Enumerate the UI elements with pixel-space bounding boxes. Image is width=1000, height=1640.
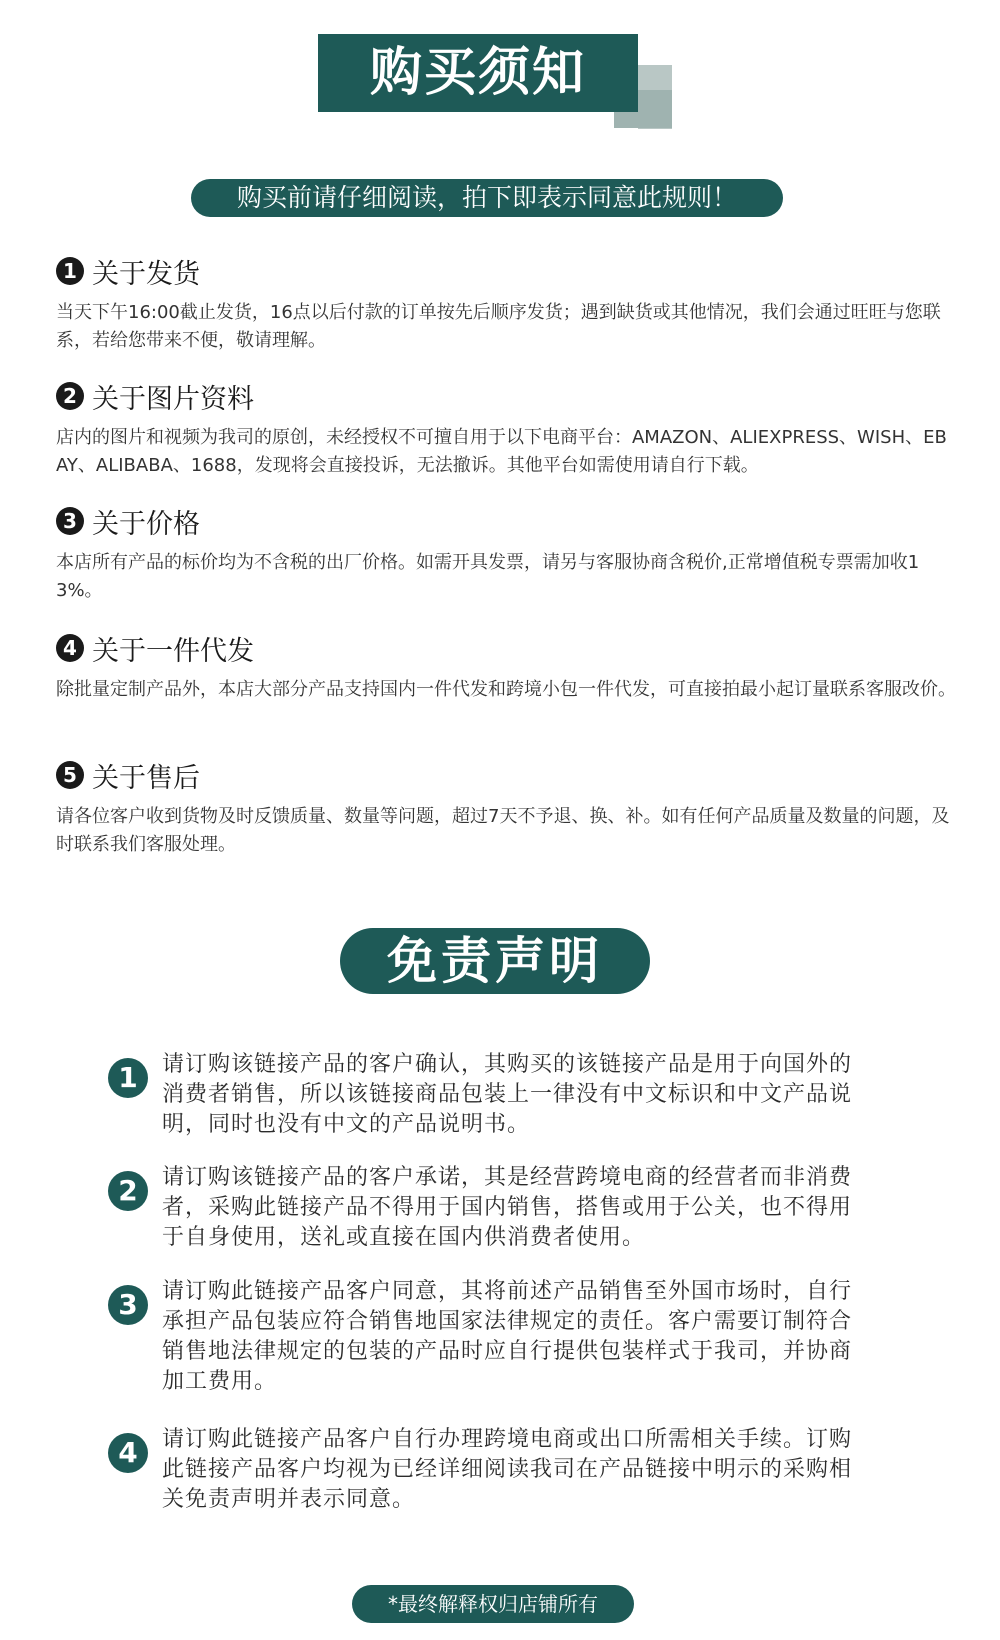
section-title: 关于售后 <box>92 762 200 794</box>
section-shipping <box>56 253 956 355</box>
section-number-badge: 2 <box>56 382 84 410</box>
section-body: 当天下午16:00截止发货，16点以后付款的订单按先后顺序发货；遇到缺货或其他情况，我们会通过旺旺与您联系，若给您带来不便，敬请理解。 <box>56 302 941 351</box>
disclaimer-number-badge: 2 <box>108 1171 148 1211</box>
section-title: 关于图片资料 <box>92 383 254 415</box>
disclaimer-number-badge: 4 <box>108 1433 148 1473</box>
section-after-sales <box>56 757 956 859</box>
section-price <box>56 503 956 605</box>
disclaimer-number-badge: 1 <box>108 1058 148 1098</box>
section-body: 除批量定制产品外，本店大部分产品支持国内一件代发和跨境小包一件代发，可直接拍最小起订量联系客服改价。 <box>56 679 956 700</box>
section-body: 本店所有产品的标价均为不含税的出厂价格。如需开具发票，请另与客服协商含税价,正常增值税专票需加收13%。 <box>56 552 920 601</box>
section-title: 关于发货 <box>92 258 200 290</box>
disclaimer-number-badge: 3 <box>108 1285 148 1325</box>
section-dropship <box>56 630 956 704</box>
disclaimer-text: 请订购该链接产品的客户承诺，其是经营跨境电商的经营者而非消费者，采购此链接产品不得用于国内销售，搭售或用于公关，也不得用于自身使用，送礼或直接在国内供消费者使用。 <box>162 1165 853 1250</box>
disclaimer-text: 请订购此链接产品客户同意，其将前述产品销售至外国市场时，自行承担产品包装应符合销售地国家法律规定的责任。客户需要订制符合销售地法律规定的包装的产品时应自行提供包装样式于我司，并协商加工费用。 <box>162 1279 853 1394</box>
disclaimer-item <box>108 1277 888 1397</box>
disclaimer-item <box>108 1050 888 1140</box>
disclaimer-title: 免责声明 <box>340 928 650 994</box>
section-number-badge: 1 <box>56 257 84 285</box>
section-body: 请各位客户收到货物及时反馈质量、数量等问题，超过7天不予退、换、补。如有任何产品质量及数量的问题，及时联系我们客服处理。 <box>56 806 950 855</box>
disclaimer-item <box>108 1425 888 1515</box>
section-title: 关于一件代发 <box>92 635 254 667</box>
section-title: 关于价格 <box>92 508 200 540</box>
section-body: 店内的图片和视频为我司的原创，未经授权不可擅自用于以下电商平台：AMAZON、ALIEXPRESS、WISH、EBAY、ALIBABA、1688，发现将会直接投诉，无法撤诉。其他平台如需使用请自行下载。 <box>56 427 947 476</box>
page-title: 购买须知 <box>318 34 638 112</box>
footer-note: *最终解释权归店铺所有 <box>352 1585 634 1623</box>
section-number-badge: 4 <box>56 634 84 662</box>
page-subtitle: 购买前请仔细阅读，拍下即表示同意此规则！ <box>191 179 783 217</box>
section-number-badge: 3 <box>56 507 84 535</box>
disclaimer-text: 请订购该链接产品的客户确认，其购买的该链接产品是用于向国外的消费者销售，所以该链接商品包装上一律没有中文标识和中文产品说明，同时也没有中文的产品说明书。 <box>162 1052 853 1137</box>
section-number-badge: 5 <box>56 761 84 789</box>
section-images <box>56 378 956 480</box>
disclaimer-text: 请订购此链接产品客户自行办理跨境电商或出口所需相关手续。订购此链接产品客户均视为已经详细阅读我司在产品链接中明示的采购相关免责声明并表示同意。 <box>162 1427 853 1512</box>
disclaimer-item <box>108 1163 888 1253</box>
